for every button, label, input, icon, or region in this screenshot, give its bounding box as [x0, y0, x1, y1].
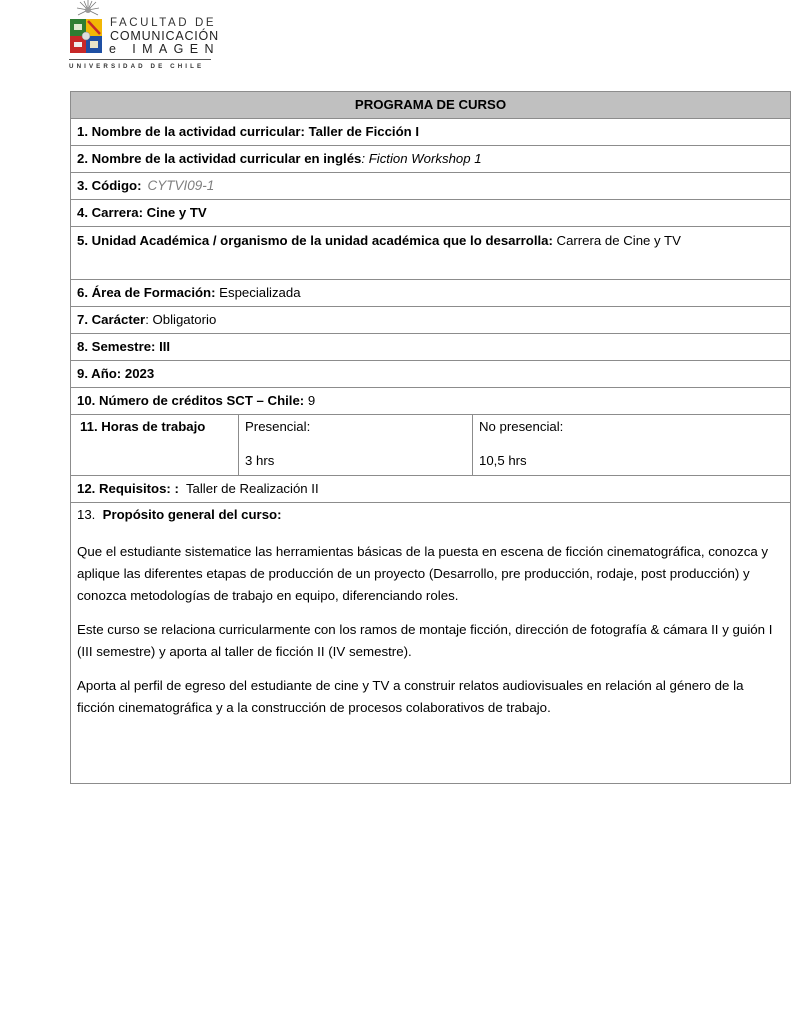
- purpose-label: Propósito general del curso:: [102, 507, 282, 522]
- purpose-number: 13.: [77, 507, 103, 522]
- logo-line-3: [109, 43, 220, 55]
- table-header-row: [71, 92, 791, 119]
- no-presencial-value: 10,5 hrs: [479, 453, 527, 468]
- row-label: 10. Número de créditos SCT – Chile:: [77, 393, 305, 408]
- no-presencial-label: No presencial:: [479, 419, 564, 434]
- table-row: [71, 361, 791, 388]
- table-row: [71, 280, 791, 307]
- row-label: 3. Código:: [77, 178, 142, 193]
- work-hours-row: [71, 415, 791, 476]
- logo-university: UNIVERSIDAD DE CHILE: [69, 63, 205, 70]
- table-row: [71, 334, 791, 361]
- table-row: [71, 200, 791, 227]
- row-label: 8. Semestre: III: [77, 339, 171, 354]
- row-label: 2. Nombre de la actividad curricular en inglés: [77, 151, 362, 166]
- row-value: Carrera de Cine y TV: [552, 233, 681, 248]
- table-row: [71, 146, 791, 173]
- program-title: PROGRAMA DE CURSO: [71, 92, 791, 119]
- logo-divider: [69, 59, 211, 60]
- purpose-row: [71, 503, 791, 784]
- row-value: Taller de Ficción I: [304, 124, 420, 139]
- requirements-row: [71, 476, 791, 503]
- row-label: 4. Carrera: Cine y TV: [77, 205, 207, 220]
- row-value: Especializada: [215, 285, 301, 300]
- row-label: 6. Área de Formación:: [77, 285, 216, 300]
- requirements-label: 12. Requisitos: :: [77, 481, 179, 496]
- course-program-table: [70, 91, 791, 784]
- logo-e: e: [109, 42, 123, 56]
- purpose-paragraph: Que el estudiante sistematice las herramientas básicas de la puesta en escena de ficción cinematográfica, conozca y aplique las diferentes etapas de producción de un proyecto (Desarrollo, pre producción, rodaje, post producción) y conozca metodologías de trabajo en equipo, diferenciando roles.: [77, 544, 769, 603]
- row-label: 7. Carácter: [77, 312, 146, 327]
- purpose-paragraph: Aporta al perfil de egreso del estudiante de cine y TV a construir relatos audiovisuales en relación al género de la ficción cinematográfica y a la construcción de procesos colaborativos de trabajo.: [77, 678, 744, 715]
- row-label: 1. Nombre de la actividad curricular:: [77, 124, 305, 139]
- logo-imagen: IMAGEN: [132, 42, 220, 56]
- presencial-label: Presencial:: [245, 419, 311, 434]
- table-row: [71, 173, 791, 200]
- row-label-colon: :: [145, 312, 149, 327]
- logo-line-2: COMUNICACIÓN: [110, 29, 219, 43]
- table-row: [71, 227, 791, 280]
- table-row: [71, 119, 791, 146]
- row-label: 9. Año: 2023: [77, 366, 155, 381]
- course-code: CYTVI09-1: [147, 178, 215, 193]
- presencial-value: 3 hrs: [245, 453, 275, 468]
- requirements-value: Taller de Realización II: [178, 481, 319, 496]
- row-label-colon: :: [361, 151, 366, 166]
- sun-emblem-icon: [76, 0, 100, 20]
- row-value: Fiction Workshop 1: [365, 151, 482, 166]
- hours-label: 11. Horas de trabajo: [80, 419, 206, 434]
- faculty-logo: [68, 0, 218, 76]
- row-value: 9: [304, 393, 316, 408]
- university-shield-icon: [70, 19, 102, 55]
- row-value: Obligatorio: [148, 312, 217, 327]
- table-row: [71, 388, 791, 415]
- table-row: [71, 307, 791, 334]
- logo-line-1: FACULTAD DE: [110, 17, 217, 29]
- purpose-paragraph: Este curso se relaciona curricularmente con los ramos de montaje ficción, dirección de fotografía & cámara II y guión I (III semestre) y aporta al taller de ficción II (IV semestre).: [77, 622, 773, 659]
- row-label: 5. Unidad Académica / organismo de la unidad académica que lo desarrolla:: [77, 233, 553, 248]
